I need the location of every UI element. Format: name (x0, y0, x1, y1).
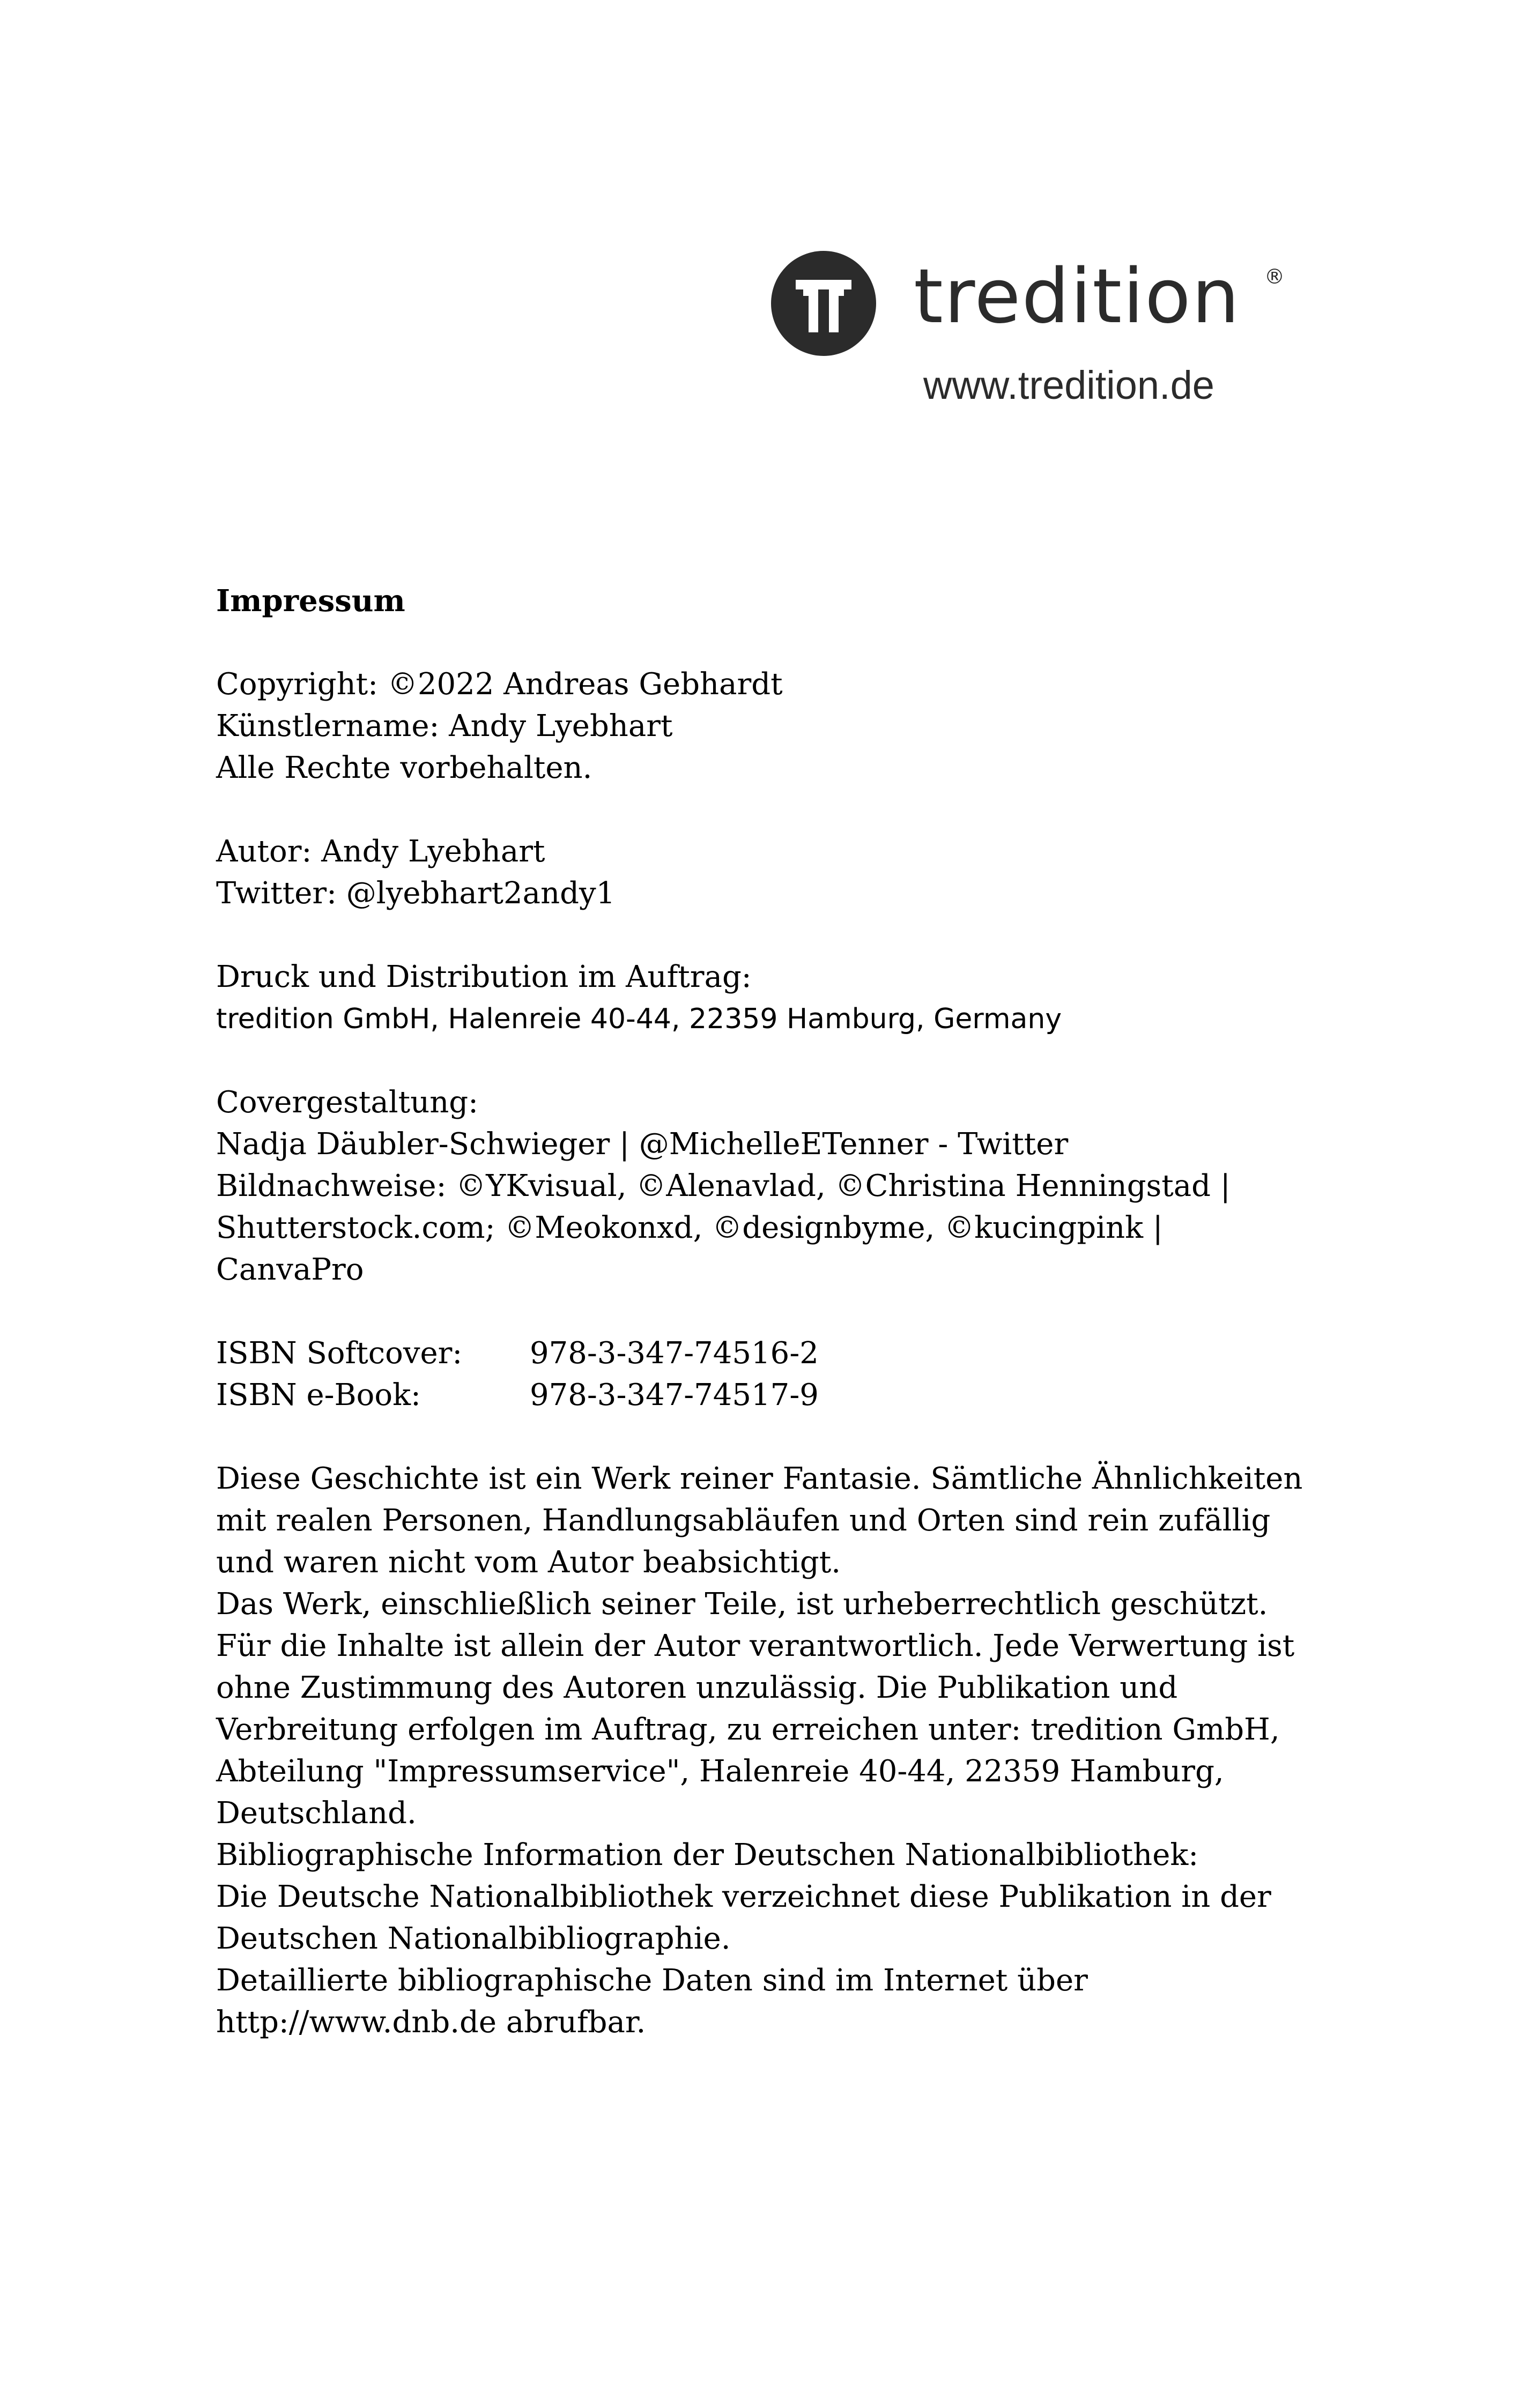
tredition-logo-icon (771, 251, 876, 356)
legal-line: Das Werk, einschließlich seiner Teile, ist urheberrechtlich geschützt. (216, 1587, 1268, 1622)
print-label: Druck und Distribution im Auftrag: (216, 960, 752, 994)
twitter-line: Twitter: @lyebhart2andy1 (216, 876, 616, 911)
isbn-label: ISBN e-Book: (216, 1378, 421, 1413)
registered-mark: ® (1264, 265, 1285, 288)
legal-line: Abteilung "Impressumservice", Halenreie 40-44, 22359 Hamburg, (216, 1754, 1224, 1789)
print-distribution-block (216, 956, 1331, 1040)
cover-credits-block (216, 1082, 1331, 1291)
legal-line: Diese Geschichte ist ein Werk reiner Fantasie. Sämtliche Ähnlichkeiten (216, 1461, 1303, 1496)
publisher-address: tredition GmbH, Halenreie 40-44, 22359 Hamburg, Germany (216, 1003, 1062, 1035)
logo-wordmark: tredition (914, 253, 1241, 340)
image-credits-line: Shutterstock.com; ©Meokonxd, ©designbyme, ©kucingpink | (216, 1210, 1163, 1245)
isbn-value: 978-3-347-74516-2 (530, 1336, 819, 1371)
isbn-row (216, 1374, 1331, 1416)
legal-line: Die Deutsche Nationalbibliothek verzeichnet diese Publikation in der (216, 1879, 1271, 1914)
legal-line: mit realen Personen, Handlungsabläufen und Orten sind rein zufällig (216, 1503, 1271, 1538)
imprint-content (216, 580, 1331, 2043)
rights-line: Alle Rechte vorbehalten. (216, 750, 592, 785)
cover-label: Covergestaltung: (216, 1085, 478, 1120)
legal-line: http://www.dnb.de abrufbar. (216, 2005, 646, 2040)
image-credits-line: Bildnachweise: ©YKvisual, ©Alenavlad, ©Christina Henningstad | (216, 1169, 1231, 1203)
legal-line: Deutschen Nationalbibliographie. (216, 1921, 731, 1956)
legal-line: Bibliographische Information der Deutschen Nationalbibliothek: (216, 1838, 1199, 1872)
author-line: Autor: Andy Lyebhart (216, 834, 545, 869)
isbn-value: 978-3-347-74517-9 (530, 1378, 819, 1413)
copyright-line: Copyright: ©2022 Andreas Gebhardt (216, 667, 783, 702)
copyright-block (216, 664, 1331, 789)
page-title: Impressum (216, 583, 405, 619)
image-credits-line: CanvaPro (216, 1252, 364, 1287)
legal-notice (216, 1458, 1331, 2043)
legal-line: und waren nicht vom Autor beabsichtigt. (216, 1545, 841, 1580)
cover-designer: Nadja Däubler-Schwieger | @MichelleETenner - Twitter (216, 1127, 1069, 1162)
isbn-row (216, 1333, 1331, 1374)
publisher-logo (771, 251, 1298, 412)
artist-name-line: Künstlername: Andy Lyebhart (216, 709, 673, 744)
author-block (216, 831, 1331, 915)
legal-line: Detaillierte bibliographische Daten sind im Internet über (216, 1963, 1088, 1998)
isbn-block (216, 1333, 1331, 1416)
legal-line: Deutschland. (216, 1796, 417, 1831)
logo-url: www.tredition.de (923, 363, 1214, 407)
legal-line: Für die Inhalte ist allein der Autor verantwortlich. Jede Verwertung ist (216, 1629, 1295, 1663)
legal-line: Verbreitung erfolgen im Auftrag, zu erreichen unter: tredition GmbH, (216, 1712, 1280, 1747)
legal-line: ohne Zustimmung des Autoren unzulässig. Die Publikation und (216, 1670, 1178, 1705)
isbn-label: ISBN Softcover: (216, 1336, 463, 1371)
